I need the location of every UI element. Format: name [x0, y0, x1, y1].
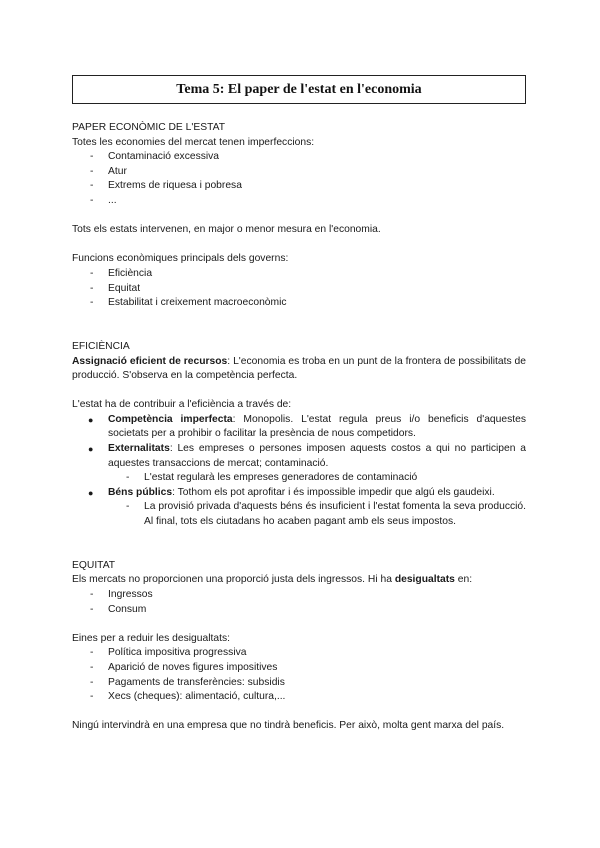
functions-intro: Funcions econòmiques principals dels governs: [72, 253, 289, 265]
item-term: Competència imperfecta [108, 413, 233, 425]
list-item: - Equitat [72, 282, 526, 297]
list-item: - Pagaments de transferències: subsidis [72, 676, 526, 691]
section-heading-eficiencia: EFICIÈNCIA [72, 340, 130, 352]
document-body [72, 121, 526, 734]
bullet-icon: ● [88, 487, 94, 498]
list-item: - Estabilitat i creixement macroeconòmic [72, 296, 526, 311]
item-text: : Tothom els pot aprofitar i és impossible impedir que algú els gaudeixi. [172, 486, 495, 498]
intervention-statement: Tots els estats intervenen, en major o menor mesura en l'economia. [72, 224, 381, 236]
list-item: - Extrems de riquesa i pobresa [72, 179, 526, 194]
item-term: Béns públics [108, 486, 173, 498]
list-item: - Aparició de noves figures impositives [72, 661, 526, 676]
list-item: - Xecs (cheques): alimentació, cultura,... [72, 690, 526, 705]
tools-intro: Eines per a reduir les desigualtats: [72, 632, 230, 644]
item-term: Externalitats [108, 443, 170, 455]
assignacio-paragraph [72, 355, 526, 384]
assignacio-term: Assignació eficient de recursos [72, 355, 228, 367]
equitat-intro: Els mercats no proporcionen una proporció justa dels ingressos. Hi ha desigualtats en: [72, 574, 473, 586]
desigualtats-term: desigualtats [394, 574, 455, 586]
closing-paragraph: Ningú intervindrà en una empresa que no tindrà beneficis. Per això, molta gent marxa del país. [72, 720, 505, 732]
functions-list [72, 267, 526, 311]
list-item: - Política impositiva progressiva [72, 646, 526, 661]
tools-list [72, 646, 526, 704]
list-item: - ... [72, 194, 526, 209]
assignacio-text: : L'economia es troba en un punt de la frontera de possibilitats de producció. S'observa en la competència perfecta. [72, 355, 527, 382]
inequalities-list [72, 588, 526, 617]
list-item: - Ingressos [72, 588, 526, 603]
list-item [72, 442, 526, 486]
contribute-intro: L'estat ha de contribuir a l'eficiència a través de: [72, 399, 292, 411]
list-item: - Consum [72, 603, 526, 618]
list-item [72, 413, 526, 442]
list-item: - Contaminació excessiva [72, 150, 526, 165]
sub-list-item: - L'estat regularà les empreses generadores de contaminació [126, 472, 418, 484]
sub-list [108, 500, 526, 529]
list-item: - Eficiència [72, 267, 526, 282]
list-item: - Atur [72, 165, 526, 180]
sub-list-item: - La provisió privada d'aquests béns és insuficient i l'estat fomenta la seva producció. Al final, tots els ciutadans ho acaben pagant amb els seus impostos. [126, 501, 526, 528]
imperfections-intro: Totes les economies del mercat tenen imperfeccions: [72, 136, 315, 148]
section-heading-equitat: EQUITAT [72, 559, 116, 571]
page-title: Tema 5: El paper de l'estat en l'economia [176, 81, 422, 97]
bullet-icon: ● [88, 414, 94, 425]
item-text: : Monopolis. L'estat regula preus i/o beneficis d'aquestes societats per a prohibir o facilitar la presència de nous competidors. [108, 413, 526, 440]
item-text: : Les empreses o persones imposen aquests costos a qui no participen a aquestes transaccions de mercat; contaminació. [108, 443, 526, 469]
bullet-icon: ● [88, 444, 94, 455]
title-box [72, 75, 526, 104]
sub-list [108, 471, 526, 486]
list-item [72, 486, 526, 530]
imperfections-list [72, 150, 526, 208]
section-heading-paper-economic: PAPER ECONÒMIC DE L'ESTAT [72, 122, 226, 133]
efficiency-list [72, 413, 526, 530]
